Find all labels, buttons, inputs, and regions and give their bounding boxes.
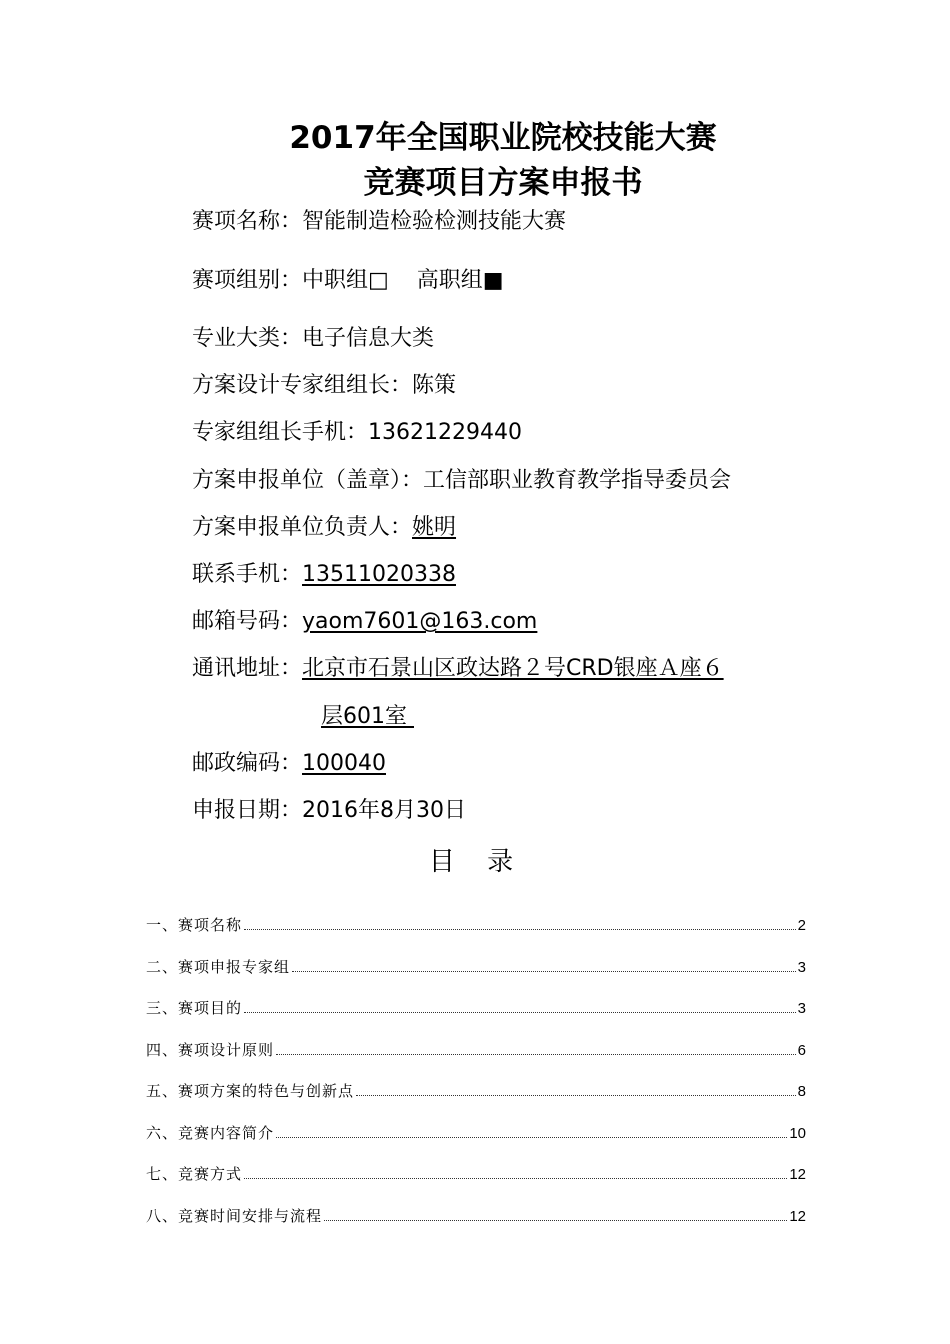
field-value: 智能制造检验检测技能大赛 — [302, 209, 567, 234]
field-event-name — [192, 207, 566, 237]
toc-leader-dots — [244, 1178, 787, 1179]
toc-entry[interactable] — [146, 1040, 806, 1061]
field-value: 工信部职业教育教学指导委员会 — [423, 468, 732, 493]
toc-entry-label: 三、赛项目的 — [146, 999, 243, 1017]
field-label: 专业大类： — [192, 326, 303, 351]
field-event-group — [192, 266, 504, 296]
field-application-date — [192, 796, 466, 826]
toc-entry-label: 六、竞赛内容简介 — [146, 1124, 275, 1142]
document-title-line1: 2017年全国职业院校技能大赛 — [289, 120, 717, 156]
field-label: 通讯地址： — [192, 656, 303, 681]
toc-entry-label: 四、赛项设计原则 — [146, 1041, 275, 1059]
toc-entry[interactable] — [146, 1164, 806, 1185]
field-applicant-unit — [192, 466, 731, 496]
toc-leader-dots — [292, 971, 796, 972]
toc-entry-page: 6 — [797, 1042, 806, 1059]
toc-leader-dots — [244, 1012, 796, 1013]
field-value: 2016年8月30日 — [302, 798, 466, 823]
field-value: 电子信息大类 — [302, 326, 435, 351]
toc-leader-dots — [356, 1095, 796, 1096]
field-unit-head — [192, 513, 456, 543]
field-label: 申报日期： — [192, 798, 303, 823]
document-title-line2: 竞赛项目方案申报书 — [363, 165, 643, 201]
field-value: 13511020338 — [302, 562, 456, 587]
toc-entry-page: 8 — [797, 1083, 806, 1100]
field-address-continued: 层601室 — [321, 704, 414, 729]
toc-entry-page: 10 — [789, 1125, 806, 1142]
toc-entry[interactable] — [146, 915, 806, 936]
field-expert-leader — [192, 371, 456, 401]
field-label: 方案申报单位（盖章）： — [192, 468, 424, 493]
field-value: 北京市石景山区政达路２号CRD银座Ａ座６ — [302, 656, 724, 681]
field-postal-code — [192, 749, 386, 779]
field-value: 13621229440 — [368, 420, 522, 445]
toc-leader-dots — [324, 1220, 787, 1221]
toc-entry-label: 二、赛项申报专家组 — [146, 958, 291, 976]
field-value: 100040 — [302, 751, 386, 776]
field-major-category — [192, 324, 434, 354]
toc-entry[interactable] — [146, 1123, 806, 1144]
toc-entry[interactable] — [146, 1081, 806, 1102]
toc-entry-label: 五、赛项方案的特色与创新点 — [146, 1082, 355, 1100]
field-value: 姚明 — [412, 515, 457, 540]
toc-entry[interactable] — [146, 1206, 806, 1227]
toc-heading: 目 录 — [428, 847, 526, 877]
toc-entry[interactable] — [146, 998, 806, 1019]
field-value: yaom7601@163.com — [302, 609, 538, 634]
toc-leader-dots — [276, 1054, 796, 1055]
field-label: 方案申报单位负责人： — [192, 515, 413, 540]
toc-entry-label: 八、竞赛时间安排与流程 — [146, 1207, 323, 1225]
toc-entry-page: 12 — [789, 1208, 806, 1225]
toc-leader-dots — [244, 929, 796, 930]
field-label: 专家组组长手机： — [192, 420, 369, 445]
toc-entry-page: 12 — [789, 1166, 806, 1183]
field-label: 邮箱号码： — [192, 609, 303, 634]
field-label: 赛项名称： — [192, 209, 303, 234]
field-leader-phone — [192, 418, 522, 448]
toc-entry[interactable] — [146, 957, 806, 978]
field-address — [192, 654, 724, 684]
field-contact-phone — [192, 560, 456, 590]
toc-entry-page: 3 — [797, 959, 806, 976]
field-label: 赛项组别： — [192, 268, 303, 293]
field-label: 联系手机： — [192, 562, 303, 587]
toc-leader-dots — [276, 1137, 787, 1138]
field-label: 邮政编码： — [192, 751, 303, 776]
toc-entry-label: 一、赛项名称 — [146, 916, 243, 934]
field-value: 中职组□ 高职组■ — [302, 268, 504, 293]
field-email — [192, 607, 537, 637]
toc-entry-page: 3 — [797, 1000, 806, 1017]
field-value: 陈策 — [412, 373, 457, 398]
toc-entry-page: 2 — [797, 917, 806, 934]
toc-entry-label: 七、竞赛方式 — [146, 1165, 243, 1183]
field-label: 方案设计专家组组长： — [192, 373, 413, 398]
